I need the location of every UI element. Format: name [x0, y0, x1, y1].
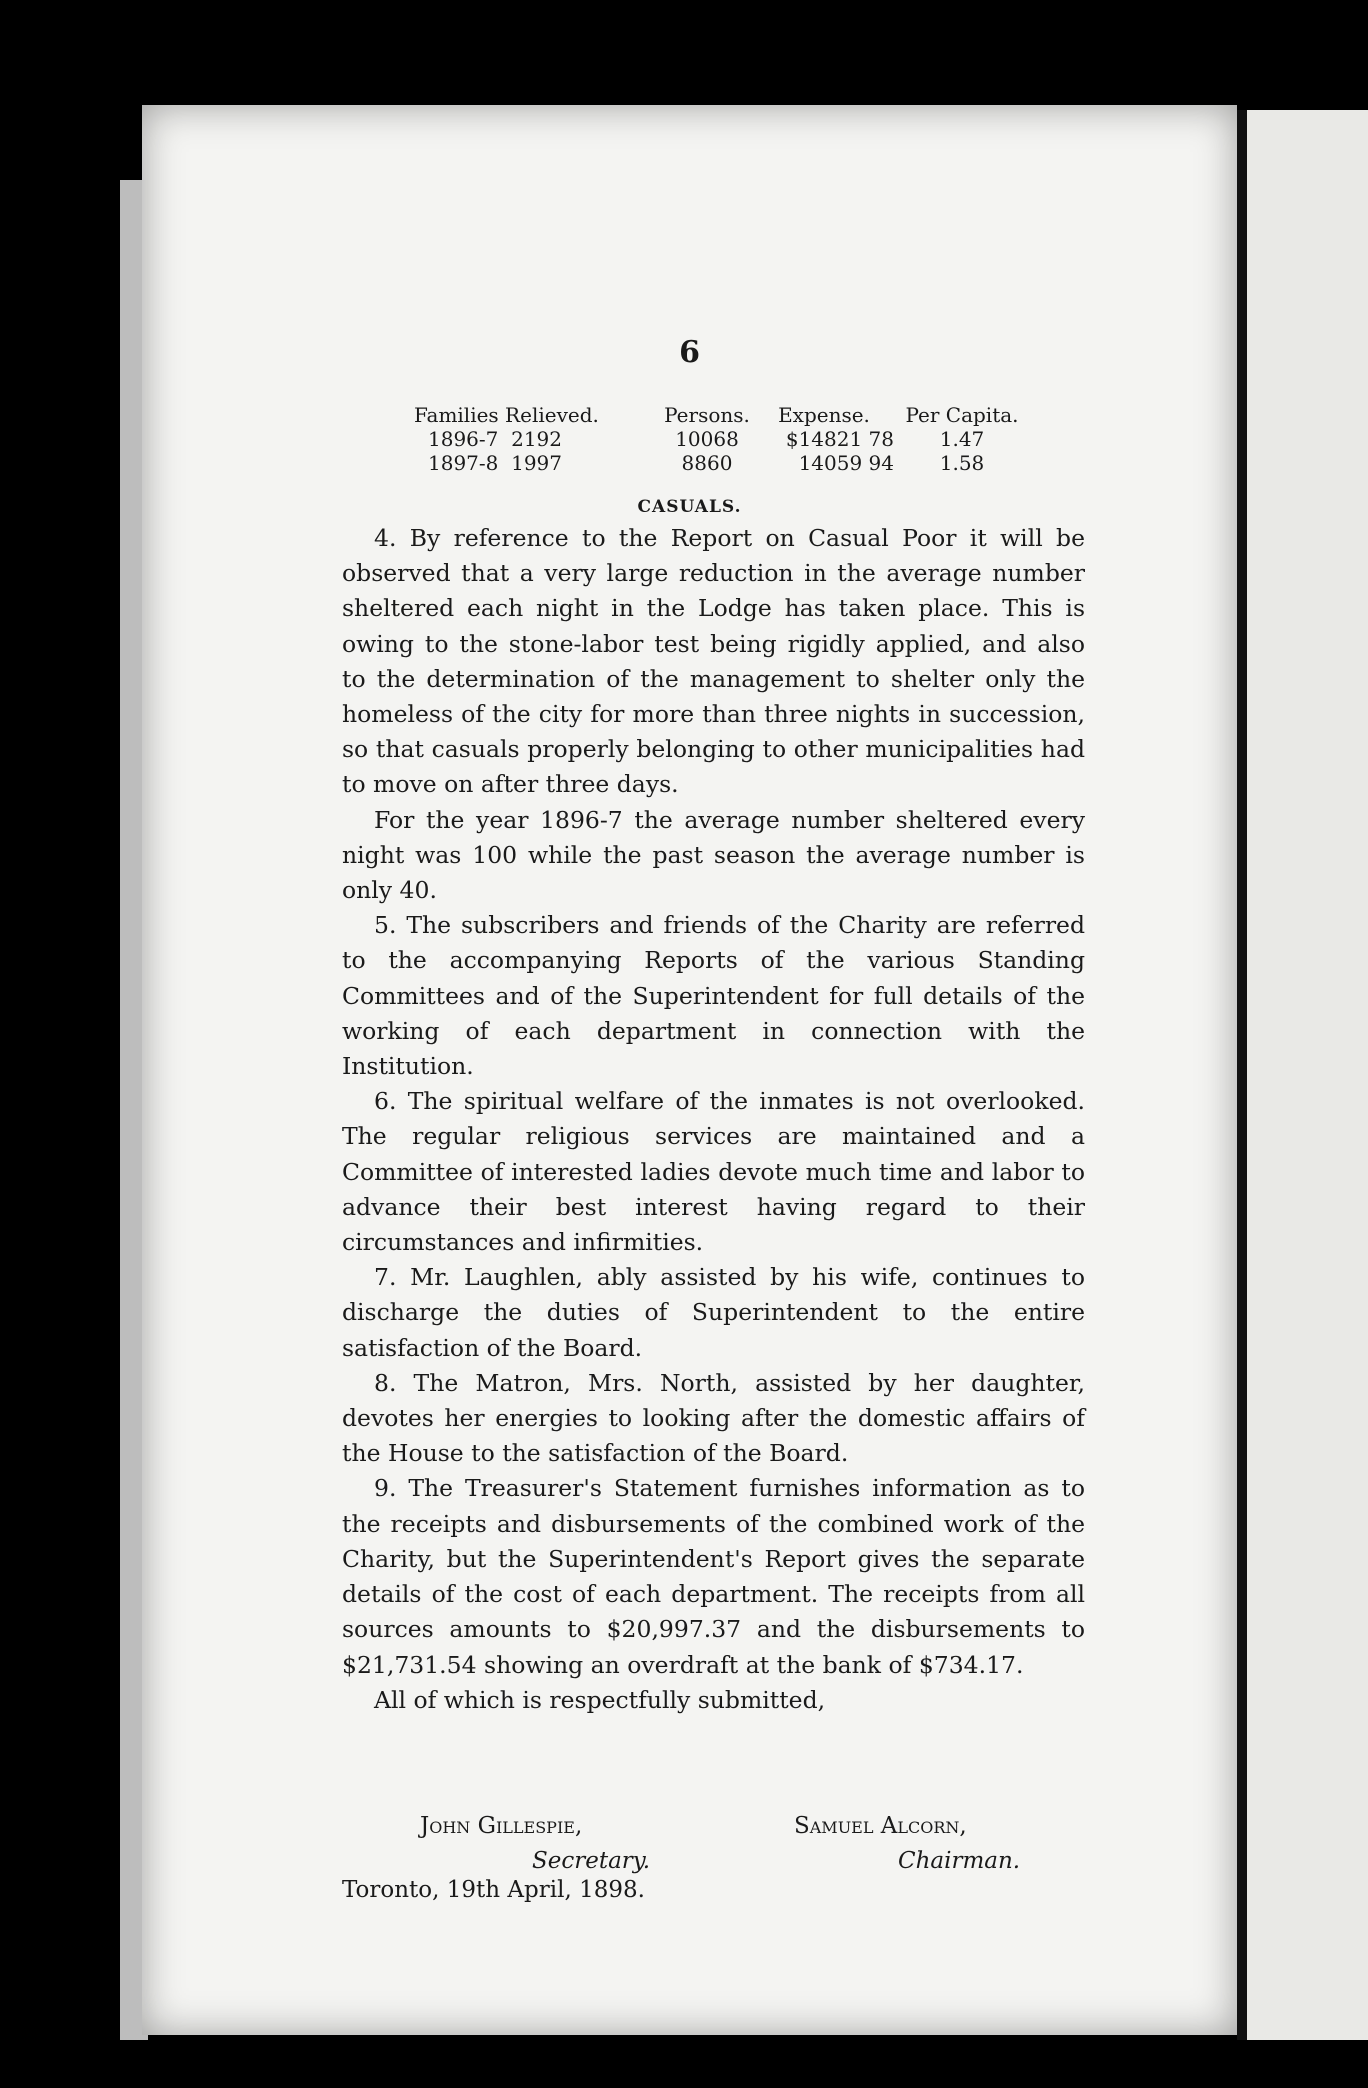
- families-cell: 1997: [511, 451, 563, 475]
- place-date: Toronto, 19th April, 1898.: [342, 1877, 645, 1903]
- report-body: [342, 521, 1085, 1718]
- paragraph-treasurer: 9. The Treasurer's Statement furnishes information as to the receipts and disbursements of the combined work of the Charity, but the Superintendent's Report gives the separate details of the cost of each department. The receipts from all sources amounts to $20,997.37 and the disbursements to $21,731.54 showing an overdraft at the bank of $734.17.: [342, 1474, 1085, 1679]
- secretary-name: John Gillespie,: [420, 1813, 583, 1839]
- chairman-title: Chairman.: [898, 1848, 1021, 1874]
- chairman-name: Samuel Alcorn,: [794, 1813, 967, 1839]
- expense-column: [754, 403, 894, 475]
- paragraph-submitted: All of which is respectfully submitted,: [374, 1685, 826, 1714]
- facing-page: [1242, 110, 1368, 2040]
- families-column: [414, 403, 599, 475]
- secretary-title: Secretary.: [532, 1848, 651, 1874]
- persons-cell: 10068: [675, 427, 739, 451]
- persons-header: Persons.: [664, 403, 750, 427]
- expense-cell: $14821 78: [785, 427, 894, 451]
- expense-header: Expense.: [778, 403, 870, 427]
- page-number: 6: [679, 335, 700, 370]
- year-cell: 1897-8: [428, 451, 499, 475]
- paragraph-average-sheltered: For the year 1896-7 the average number sheltered every night was 100 while the past season the average number is only 40.: [342, 805, 1085, 905]
- per-capita-cell: 1.47: [939, 427, 985, 451]
- families-header: Families Relieved.: [414, 403, 599, 427]
- table-row: [414, 451, 599, 475]
- paragraph-casual-poor: 4. By reference to the Report on Casual Poor it will be observed that a very large reduction in the average number sheltered each night in the Lodge has taken place. This is owing to the stone-labor test being rigidly applied, and also to the determination of the management to shelter only the homeless of the city for more than three nights in succession, so that casuals properly belonging to other municipalities had to move on after three days.: [342, 524, 1085, 799]
- page-gutter: [1237, 110, 1247, 2040]
- table-row: [414, 427, 599, 451]
- expense-cell: 14059 94: [798, 451, 894, 475]
- paragraph-subscribers: 5. The subscribers and friends of the Charity are referred to the accompanying Reports of the various Standing Committees and of the Superintendent for full details of the working of each department in connection with the Institution.: [342, 911, 1085, 1081]
- paragraph-matron: 8. The Matron, Mrs. North, assisted by her daughter, devotes her energies to looking after the domestic affairs of the House to the satisfaction of the Board.: [342, 1368, 1085, 1468]
- section-heading: CASUALS.: [637, 497, 742, 517]
- per-capita-column: [902, 403, 1022, 475]
- year-cell: 1896-7: [428, 427, 499, 451]
- paragraph-superintendent: 7. Mr. Laughlen, ably assisted by his wife, continues to discharge the duties of Superintendent to the entire satisfaction of the Board.: [342, 1263, 1085, 1362]
- persons-column: [642, 403, 772, 475]
- per-capita-header: Per Capita.: [905, 403, 1019, 427]
- document-page: [142, 105, 1237, 2035]
- per-capita-cell: 1.58: [939, 451, 985, 475]
- persons-cell: 8860: [681, 451, 733, 475]
- paragraph-spiritual-welfare: 6. The spiritual welfare of the inmates is not overlooked. The regular religious services are maintained and a Committee of interested ladies devote much time and labor to advance their best interest having regard to their circumstances and infirmities.: [342, 1087, 1085, 1257]
- families-cell: 2192: [511, 427, 563, 451]
